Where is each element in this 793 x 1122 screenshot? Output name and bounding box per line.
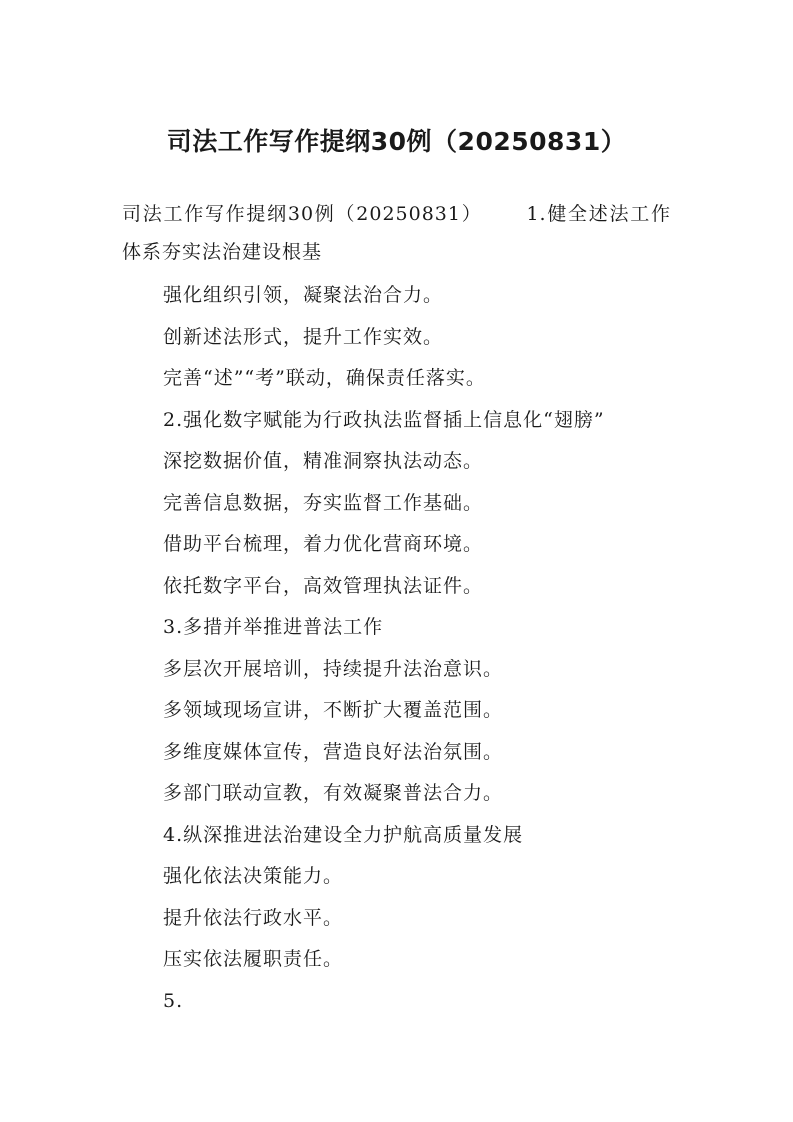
section-heading-5: 5. [163, 989, 184, 1012]
outline-line: 深挖数据价值，精准洞察执法动态。 [163, 450, 484, 472]
outline-line: 依托数字平台，高效管理执法证件。 [163, 574, 484, 597]
section-heading-1: 1.健全述法工作体系夯实法治建设根基 [122, 203, 671, 263]
outline-line: 创新述法形式，提升工作实效。 [163, 325, 444, 348]
intro-title-repeat: 司法工作写作提纲30例（20250831） [122, 203, 483, 225]
document-body [0, 195, 793, 1022]
outline-line: 强化组织引领，凝聚法治合力。 [163, 284, 444, 306]
intro-paragraph [122, 195, 671, 271]
outline-line: 强化依法决策能力。 [163, 865, 344, 887]
outline-line: 完善信息数据，夯实监督工作基础。 [163, 491, 484, 514]
outline-line: 多层次开展培训，持续提升法治意识。 [163, 657, 504, 680]
outline-lines [0, 275, 793, 1022]
outline-line: 完善“述”“考”联动，确保责任落实。 [163, 367, 486, 389]
document-title: 司法工作写作提纲30例（20250831） [166, 127, 627, 156]
section-heading-2: 2.强化数字赋能为行政执法监督插上信息化“翅膀” [163, 408, 605, 431]
outline-line: 多领域现场宣讲，不断扩大覆盖范围。 [163, 699, 504, 721]
outline-line: 压实依法履职责任。 [163, 948, 344, 970]
section-heading-3: 3.多措并举推进普法工作 [163, 616, 384, 638]
outline-line: 借助平台梳理，着力优化营商环境。 [163, 533, 484, 555]
outline-line: 多部门联动宣教，有效凝聚普法合力。 [163, 782, 504, 804]
outline-line: 多维度媒体宣传，营造良好法治氛围。 [163, 740, 504, 763]
section-heading-4: 4.纵深推进法治建设全力护航高质量发展 [163, 823, 524, 846]
outline-line: 提升依法行政水平。 [163, 906, 344, 929]
